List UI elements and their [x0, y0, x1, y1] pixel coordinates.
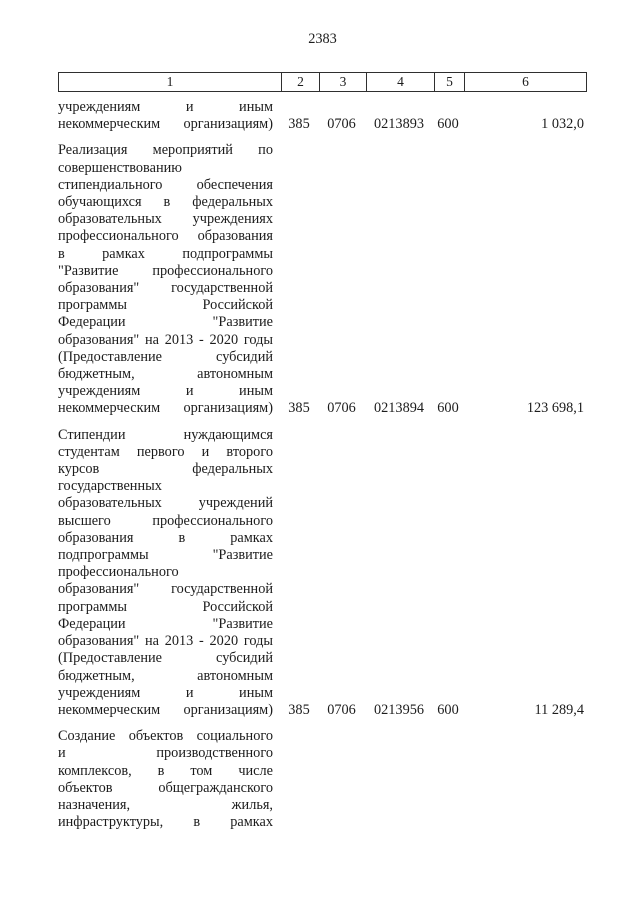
- cell-code-3: 0706: [327, 400, 356, 417]
- text-line: образования в рамках: [58, 529, 273, 546]
- text-line: образования" государственной: [58, 581, 273, 598]
- header-cell-2: 2: [281, 73, 319, 91]
- text-line: инфраструктуры, в рамках: [58, 814, 273, 831]
- text-line: образовательных учреждениях: [58, 211, 273, 228]
- text-line: образования" государственной: [58, 280, 273, 297]
- header-cell-1: 1: [166, 74, 174, 89]
- text-line: некоммерческим организациям): [58, 701, 273, 718]
- text-line: образовательных учреждений: [58, 495, 273, 512]
- cell-amount: 123 698,1: [526, 400, 584, 417]
- text-line: программы Российской: [58, 297, 273, 314]
- text-line: комплексов, в том числе: [58, 762, 273, 779]
- cell-amount: 1 032,0: [541, 116, 584, 133]
- text-line: бюджетным, автономным: [58, 366, 273, 383]
- cell-code-4: 0213893: [373, 116, 425, 133]
- text-line: Федерации "Развитие: [58, 615, 273, 632]
- cell-code-3: 0706: [327, 701, 356, 718]
- text-line: высшего профессионального: [58, 512, 273, 529]
- text-line: учреждениям и иным: [58, 99, 273, 115]
- text-line: подпрограммы "Развитие: [58, 547, 273, 564]
- text-line: учреждениям и иным: [58, 383, 273, 400]
- cell-code-2: 385: [288, 701, 310, 718]
- text-line: (Предоставление субсидий: [58, 650, 273, 667]
- text-line: учреждениям и иным: [58, 684, 273, 701]
- text-line: курсов федеральных: [58, 461, 273, 478]
- text-line: студентам первого и второго: [58, 443, 273, 460]
- cell-code-4: 0213894: [373, 400, 425, 417]
- table-row: [58, 99, 587, 133]
- text-line: программы Российской: [58, 598, 273, 615]
- row-description: [58, 99, 273, 133]
- header-cell-4: 4: [366, 73, 434, 91]
- text-line: стипендиального обеспечения: [58, 176, 273, 193]
- text-line: Стипендии нуждающимся: [58, 426, 273, 443]
- header-cell-5: 5: [434, 73, 464, 91]
- cell-code-2: 385: [288, 400, 310, 417]
- text-line: и производственного: [58, 745, 273, 762]
- text-line: государственных: [58, 478, 162, 495]
- cell-code-5: 600: [437, 400, 459, 417]
- table-header-row: [58, 72, 587, 92]
- header-cell-3: 3: [319, 73, 366, 91]
- row-description: [58, 728, 273, 831]
- cell-code-3: 0706: [327, 116, 356, 133]
- cell-amount: 11 289,4: [534, 701, 584, 718]
- row-description: [58, 427, 273, 719]
- text-line: бюджетным, автономным: [58, 667, 273, 684]
- cell-code-2: 385: [288, 116, 310, 133]
- text-line: образования" на 2013 - 2020 годы: [58, 331, 273, 348]
- header-cell-6: 6: [464, 73, 586, 91]
- text-line: совершенствованию: [58, 159, 182, 176]
- page-number: 2383: [308, 31, 337, 47]
- table-row: [58, 427, 587, 719]
- text-line: профессионального образования: [58, 228, 273, 245]
- text-line: объектов общегражданского: [58, 779, 273, 796]
- text-line: обучающихся в федеральных: [58, 194, 273, 211]
- cell-code-5: 600: [437, 701, 459, 718]
- text-line: Реализация мероприятий по: [58, 142, 273, 159]
- text-line: профессионального: [58, 564, 179, 581]
- row-description: [58, 142, 273, 417]
- table-body: [58, 99, 587, 840]
- text-line: Создание объектов социального: [58, 728, 273, 745]
- text-line: в рамках подпрограммы: [58, 245, 273, 262]
- cell-code-4: 0213956: [373, 701, 425, 718]
- text-line: некоммерческим организациям): [58, 400, 273, 417]
- text-line: некоммерческим организациям): [58, 116, 273, 133]
- text-line: "Развитие профессионального: [58, 262, 273, 279]
- table-row: [58, 728, 587, 831]
- text-line: Федерации "Развитие: [58, 314, 273, 331]
- text-line: (Предоставление субсидий: [58, 348, 273, 365]
- text-line: назначения, жилья,: [58, 796, 273, 813]
- cell-code-5: 600: [437, 116, 459, 133]
- table-row: [58, 142, 587, 417]
- text-line: образования" на 2013 - 2020 годы: [58, 633, 273, 650]
